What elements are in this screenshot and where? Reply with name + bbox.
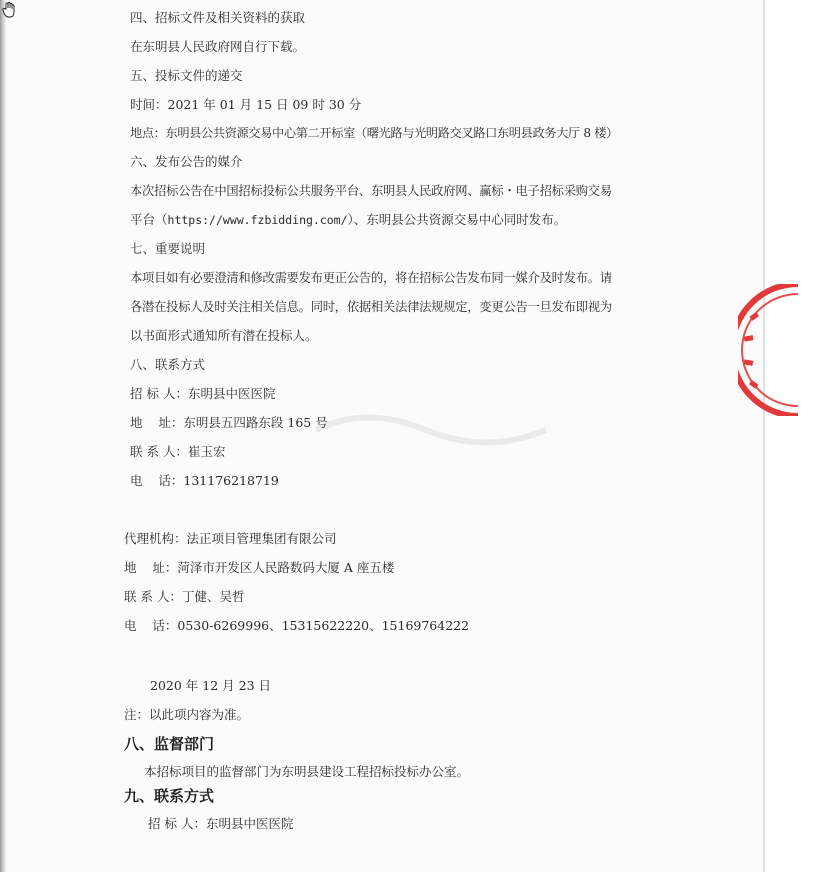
section-5-heading: 五、投标文件的递交 (130, 68, 243, 83)
section-9-heading: 九、联系方式 (124, 787, 215, 805)
section-8-supervision-heading: 八、监督部门 (124, 735, 215, 753)
note-line-3: 以书面形式通知所有潜在投标人。 (130, 328, 318, 343)
agency-line: 代理机构：法正项目管理集团有限公司 (124, 531, 337, 546)
section-6-heading: 六、发布公告的媒介 (130, 154, 243, 169)
scanned-page (6, 0, 765, 872)
section-4-heading: 四、招标文件及相关资料的获取 (130, 10, 306, 25)
media-text-line-1: 本次招标公告在中国招标投标公共服务平台、东明县人民政府网、赢标・电子招标采购交易 (130, 184, 612, 198)
tenderer-line-2: 招 标 人：东明县中医医院 (148, 816, 294, 831)
media-text-prefix: 平台（ (130, 212, 168, 227)
section-4-text: 在东明县人民政府网自行下载。 (130, 39, 306, 54)
agency-address-line: 地 址：菏泽市开发区人民路数码大厦 A 座五楼 (124, 560, 395, 575)
tenderer-line: 招 标 人：东明县中医医院 (130, 386, 276, 401)
official-seal-icon (738, 284, 798, 416)
note-line-2: 各潜在投标人及时关注相关信息。同时，依据相关法律法规规定，变更公告一旦发布即视为 (130, 300, 612, 314)
agency-contact-line: 联 系 人：丁健、吴哲 (124, 589, 245, 604)
media-text-line-2 (130, 212, 566, 228)
hand-cursor-icon (2, 2, 16, 18)
submission-place: 地点：东明县公共资源交易中心第二开标室（曙光路与光明路交叉路口东明县政务大厅 8 楼） (130, 126, 618, 140)
announcement-date: 2020 年 12 月 23 日 (150, 678, 271, 693)
address-line: 地 址：东明县五四路东段 165 号 (130, 415, 328, 430)
section-7-heading: 七、重要说明 (130, 241, 206, 256)
media-text-suffix: ）、东明县公共资源交易中心同时发布。 (347, 212, 567, 227)
faint-bleed-through (306, 400, 556, 460)
section-8-heading: 八、联系方式 (130, 357, 206, 372)
submission-time: 时间：2021 年 01 月 15 日 09 时 30 分 (130, 97, 362, 112)
platform-url: https://www.fzbidding.com/ (167, 213, 348, 227)
supervision-text: 本招标项目的监督部门为东明县建设工程招标投标办公室。 (144, 764, 470, 779)
agency-phone-line: 电 话：0530-6269996、15315622220、15169764222 (124, 618, 470, 633)
footnote: 注：以此项内容为准。 (124, 707, 250, 722)
contact-line: 联 系 人：崔玉宏 (130, 444, 226, 459)
phone-line: 电 话：13117621871​9 (130, 473, 279, 488)
note-line-1: 本项目如有必要澄清和修改需要发布更正公告的，将在招标公告发布同一媒介及时发布。请 (130, 271, 612, 285)
